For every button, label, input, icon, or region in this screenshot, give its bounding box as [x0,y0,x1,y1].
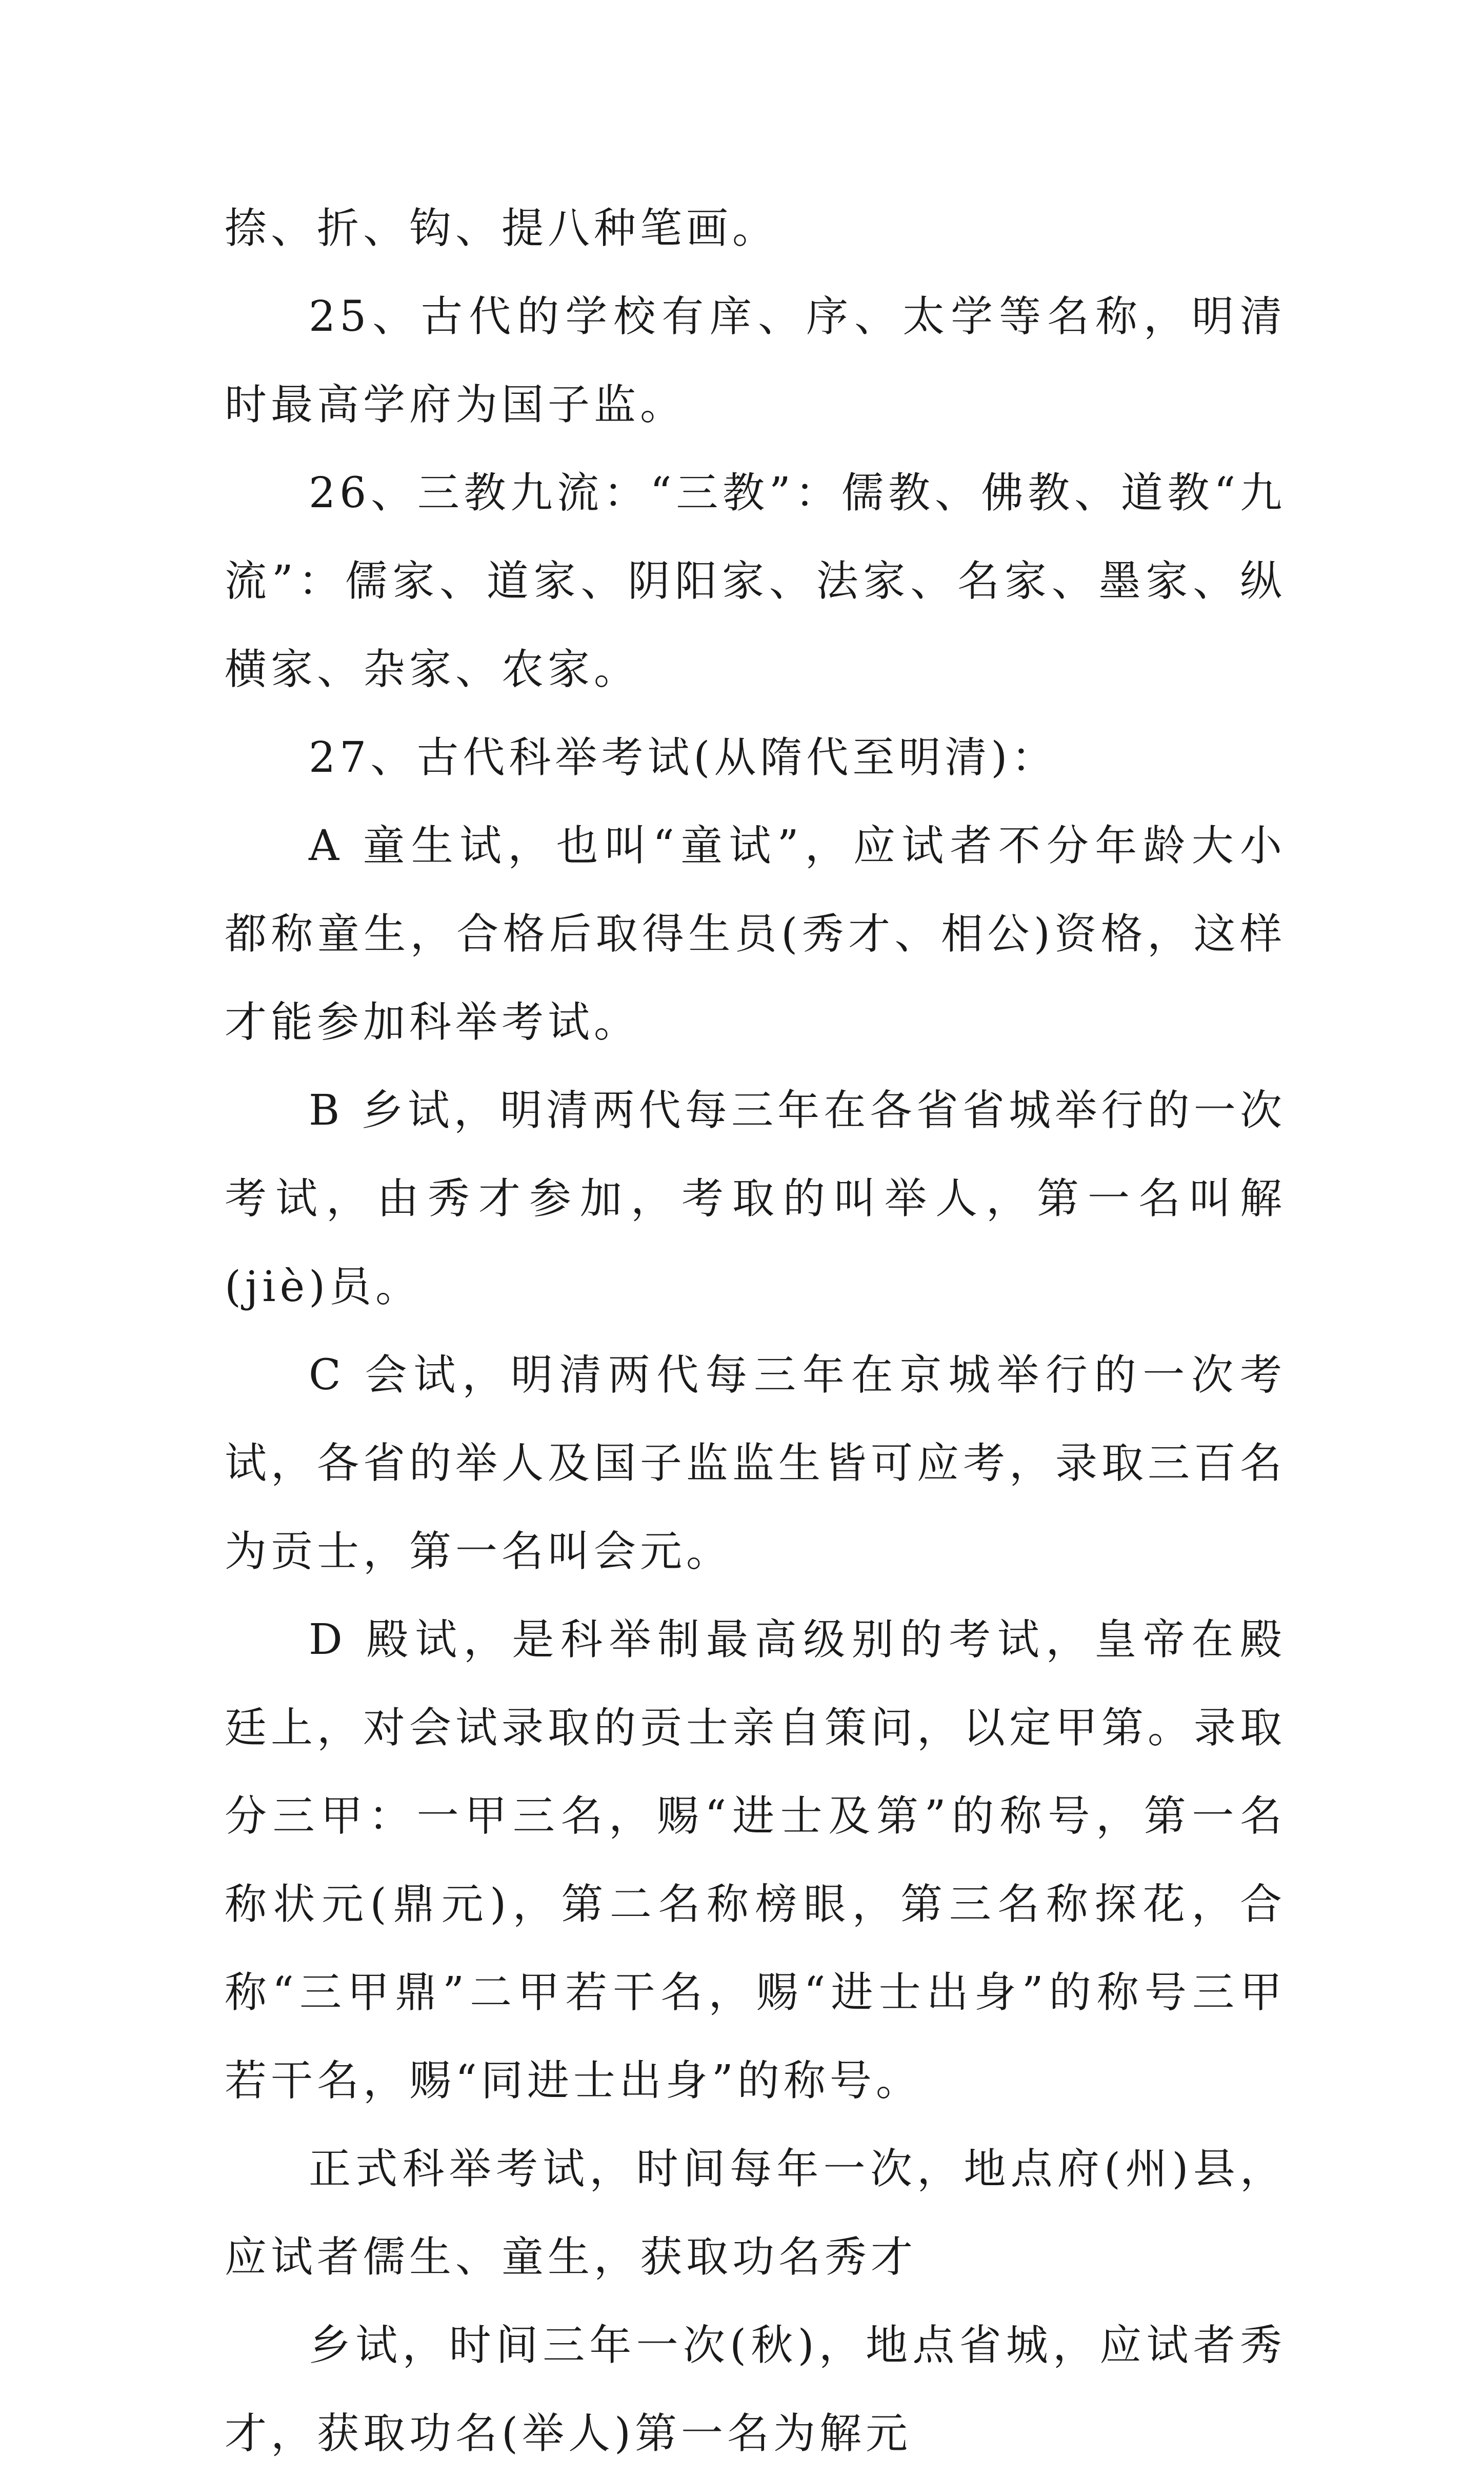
paragraph-item-a: A 童生试，也叫“童试”，应试者不分年龄大小都称童生，合格后取得生员(秀才、相公)资格，这样才能参加科举考试。 [225,822,1286,1047]
paragraph-item-d: D 殿试，是科举制最高级别的考试，皇帝在殿廷上，对会试录取的贡士亲自策问，以定甲第。录取分三甲：一甲三名，赐“进士及第”的称号，第一名称状元(鼎元)，第二名称榜眼，第三名称探花，合称“三甲鼎”二甲若干名，赐“进士出身”的称号三甲若干名，赐“同进士出身”的称号。 [225,1615,1287,2105]
paragraph-item-27: 27、古代科举考试(从隋代至明清)： [309,733,1058,782]
paragraph-strokes-continued: 捺、折、钩、提八种笔画。 [225,204,779,253]
document-body [225,185,1286,2478]
paragraph-formal-exam: 正式科举考试，时间每年一次，地点府(州)县，应试者儒生、童生，获取功名秀才 [225,2145,1286,2282]
paragraph-xiangshi: 乡试，时间三年一次(秋)，地点省城，应试者秀才，获取功名(举人)第一名为解元 [225,2321,1286,2458]
paragraph-item-26: 26、三教九流：“三教”：儒教、佛教、道教“九流”：儒家、道家、阴阳家、法家、名家、墨家、纵横家、杂家、农家。 [225,469,1286,694]
paragraph-item-c: C 会试，明清两代每三年在京城举行的一次考试，各省的举人及国子监监生皆可应考，录取三百名为贡士，第一名叫会元。 [225,1351,1287,1576]
paragraph-item-25: 25、古代的学校有庠、序、太学等名称，明清时最高学府为国子监。 [225,292,1286,429]
paragraph-item-b: B 乡试，明清两代每三年在各省省城举行的一次考试，由秀才参加，考取的叫举人，第一名叫解(jiè)员。 [225,1086,1286,1311]
